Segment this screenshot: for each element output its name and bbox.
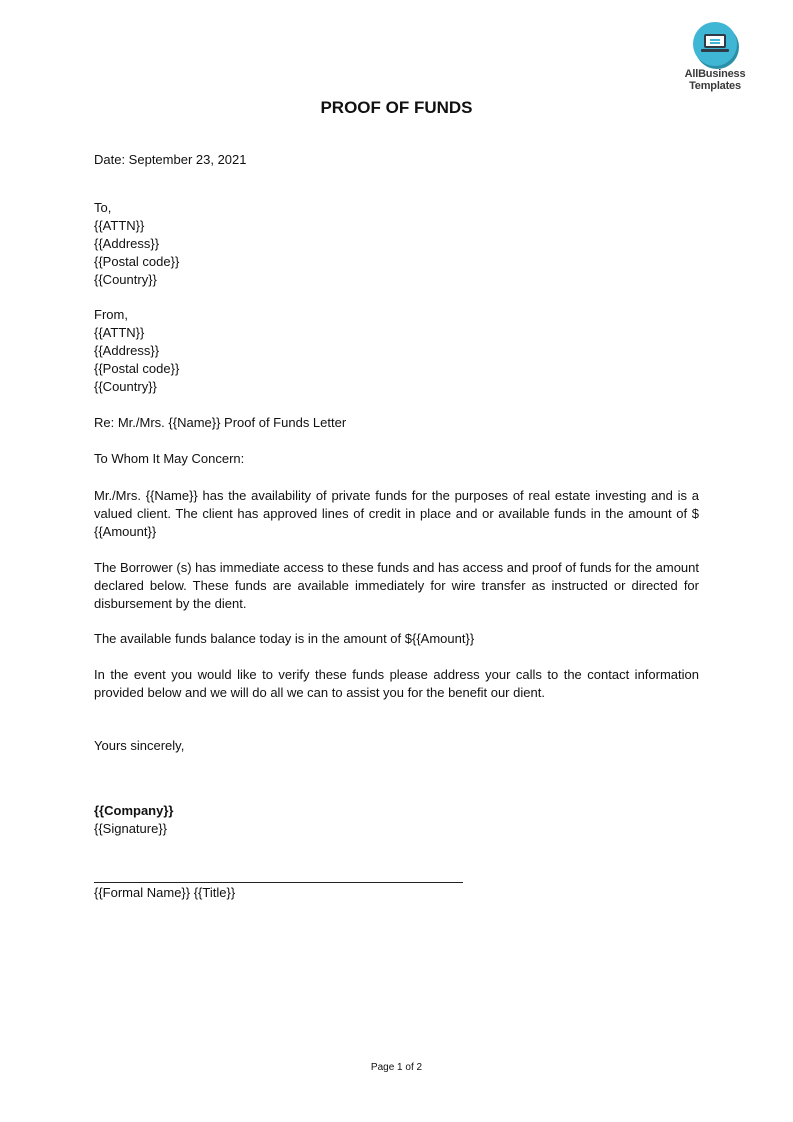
body-paragraph-3: The available funds balance today is in the amount of ${{Amount}} (94, 631, 475, 646)
closing: Yours sincerely, (94, 738, 185, 753)
date-line: Date: September 23, 2021 (94, 152, 247, 167)
logo-text-line2: Templates (689, 80, 741, 92)
allbusiness-templates-logo (680, 22, 750, 92)
salutation: To Whom It May Concern: (94, 451, 245, 466)
body-paragraph-2: The Borrower (s) has immediate access to these funds and has access and proof of funds for the amount declared below. These funds are available immediately for wire transfer as instructed or directed for disbursement by the dient. (94, 560, 699, 611)
to-country: {{Country}} (94, 272, 157, 287)
document-title: PROOF OF FUNDS (320, 98, 473, 117)
to-address: {{Address}} (94, 236, 160, 251)
company-name: {{Company}} (94, 803, 174, 818)
from-address: {{Address}} (94, 343, 160, 358)
to-attn: {{ATTN}} (94, 218, 145, 233)
from-country: {{Country}} (94, 379, 157, 394)
signature-line (94, 882, 463, 883)
logo-text-line1: AllBusiness (684, 68, 746, 80)
laptop-icon (693, 22, 737, 66)
signature-placeholder: {{Signature}} (94, 821, 168, 836)
from-postal-code: {{Postal code}} (94, 361, 180, 376)
page-number-footer: Page 1 of 2 (370, 1062, 423, 1073)
formal-name-title: {{Formal Name}} {{Title}} (94, 885, 236, 900)
to-label: To, (94, 200, 112, 215)
to-postal-code: {{Postal code}} (94, 254, 180, 269)
re-line: Re: Mr./Mrs. {{Name}} Proof of Funds Letter (94, 415, 347, 430)
body-paragraph-4: In the event you would like to verify these funds please address your calls to the contact information provided below and we will do all we can to assist you for the benefit our dient. (94, 667, 699, 700)
logo-text (680, 68, 750, 92)
from-attn: {{ATTN}} (94, 325, 145, 340)
from-label: From, (94, 307, 128, 322)
body-paragraph-1: Mr./Mrs. {{Name}} has the availability of private funds for the purposes of real estate investing and is a valued client. The client has approved lines of credit in place and or available funds in the amount of $ {{Amount}} (94, 488, 699, 539)
